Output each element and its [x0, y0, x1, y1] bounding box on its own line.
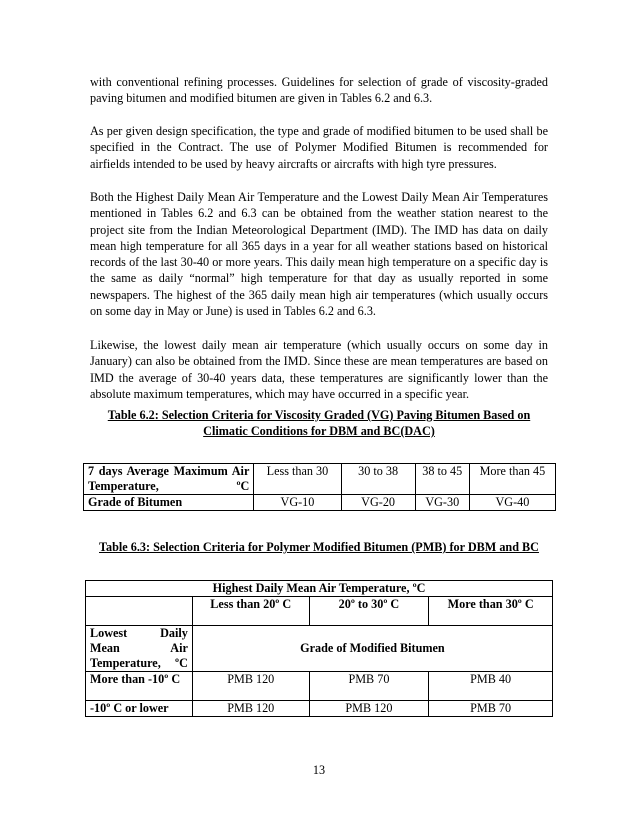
table-6-3-col-header: 20º to 30º C — [309, 597, 429, 626]
table-6-3-caption: Table 6.3: Selection Criteria for Polymer Modified Bitumen (PMB) for DBM and BC — [99, 540, 539, 554]
table-6-3-row-label: -10º C or lower — [86, 701, 193, 717]
table-6-3-col-header: Less than 20º C — [192, 597, 309, 626]
table-6-2-row2-label: Grade of Bitumen — [84, 495, 254, 511]
table-6-2 — [83, 463, 556, 511]
table-cell: VG-10 — [254, 495, 341, 511]
table-row — [84, 495, 556, 511]
table-6-3-lowest-label: Lowest Daily Mean Air Temperature, ºC — [86, 626, 193, 672]
table-cell: 30 to 38 — [341, 464, 415, 495]
table-cell: VG-40 — [469, 495, 555, 511]
table-cell: PMB 120 — [192, 672, 309, 701]
table-6-3-grade-header: Grade of Modified Bitumen — [192, 626, 552, 672]
table-row — [86, 597, 553, 626]
table-6-2-caption-line2: Climatic Conditions for DBM and BC(DAC) — [203, 424, 435, 438]
table-cell: PMB 120 — [192, 701, 309, 717]
table-6-3-header-span: Highest Daily Mean Air Temperature, ºC — [86, 581, 553, 597]
table-cell: VG-20 — [341, 495, 415, 511]
paragraph-1: with conventional refining processes. Guidelines for selection of grade of viscosity-graded paving bitumen and modified bitumen are given in Tables 6.2 and 6.3. — [90, 75, 548, 106]
table-6-3 — [85, 580, 553, 717]
table-cell: PMB 70 — [309, 672, 429, 701]
paragraph-4: Likewise, the lowest daily mean air temperature (which usually occurs on some day in January) can also be obtained from the IMD. Since these are mean temperatures are based on IMD the average of 30-40 years data, these temperatures are significantly lower than the absolute maximum temperatures, which may have occurred in a specific year. — [90, 338, 548, 401]
paragraph-2: As per given design specification, the type and grade of modified bitumen to be used shall be specified in the Contract. The use of Polymer Modified Bitumen is recommended for airfields intended to be used by heavy aircrafts or aircrafts with high tyre pressures. — [90, 124, 548, 171]
table-row — [86, 701, 553, 717]
table-cell-empty — [86, 597, 193, 626]
table-row — [86, 626, 553, 672]
table-6-2-caption — [80, 407, 558, 439]
table-6-3-row-label: More than -10º C — [86, 672, 193, 701]
table-row — [86, 581, 553, 597]
table-6-3-col-header: More than 30º C — [429, 597, 553, 626]
page-number: 13 — [312, 763, 326, 777]
table-row — [86, 672, 553, 701]
table-row — [84, 464, 556, 495]
table-cell: 38 to 45 — [415, 464, 469, 495]
table-cell: Less than 30 — [254, 464, 341, 495]
table-cell: PMB 120 — [309, 701, 429, 717]
table-cell: VG-30 — [415, 495, 469, 511]
table-cell: PMB 70 — [429, 701, 553, 717]
table-cell: PMB 40 — [429, 672, 553, 701]
paragraph-3: Both the Highest Daily Mean Air Temperature and the Lowest Daily Mean Air Temperatures mentioned in Tables 6.2 and 6.3 can be obtained from the weather station nearest to the project site from the Indian Meteorological Department (IMD). The IMD has data on daily mean high temperature for all 365 days in a year for all weather stations based on historical records of the last 30-40 or more years. This daily mean high temperature on a specific day is the same as daily “normal” high temperature for that day as usually reported in some newspapers. The highest of the 365 daily mean high air temperatures (which usually occurs on some day in May or June) is used in Tables 6.2 and 6.3. — [90, 190, 548, 319]
table-6-2-row1-label: 7 days Average Maximum Air Temperature, ºC — [84, 464, 254, 495]
table-6-2-caption-line1: Table 6.2: Selection Criteria for Viscosity Graded (VG) Paving Bitumen Based on — [107, 408, 531, 422]
table-cell: More than 45 — [469, 464, 555, 495]
